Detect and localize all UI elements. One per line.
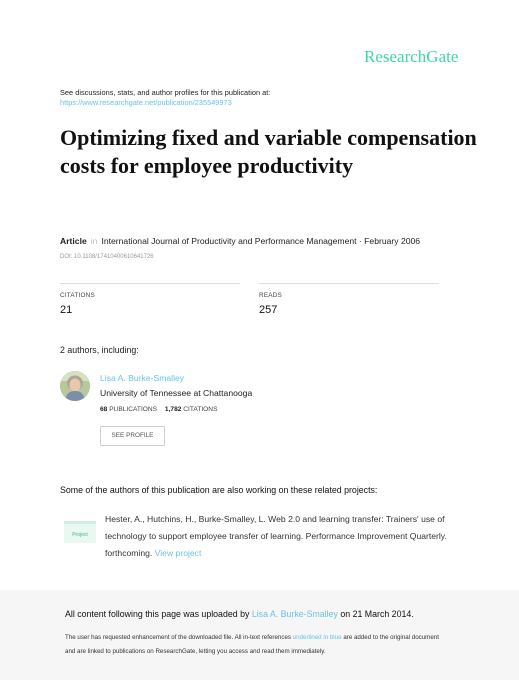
- project-badge-icon: [64, 518, 96, 546]
- meta-separator: in: [90, 236, 98, 246]
- project-icon: [64, 518, 96, 546]
- uploader-link[interactable]: Lisa A. Burke-Smalley: [251, 609, 338, 619]
- discussions-notice: See discussions, stats, and author profiles for this publication at:: [60, 88, 271, 97]
- author-institution: University of Tennessee at Chattanooga: [100, 388, 253, 398]
- author-citations-label: CITATIONS: [183, 406, 218, 413]
- authors-heading-rest: , including:: [96, 345, 139, 355]
- upload-notice: [65, 609, 414, 619]
- publication-url-link[interactable]: https://www.researchgate.net/publication/235549973: [60, 98, 232, 107]
- author-photo: [60, 371, 90, 401]
- note-prefix: The user has requested enhancement of the downloaded file. All in-text references: [65, 634, 291, 641]
- publication-title: Optimizing fixed and variable compensation costs for employee productivity: [60, 125, 477, 178]
- view-project-link[interactable]: View project: [154, 548, 202, 558]
- author-publications-label: PUBLICATIONS: [109, 406, 158, 413]
- footer: [0, 590, 519, 680]
- author-citations-count: 1,782: [164, 406, 182, 413]
- reads-count: 257: [259, 304, 278, 316]
- upload-suffix: on 21 March 2014.: [340, 609, 414, 619]
- enhancement-note: [65, 634, 519, 641]
- authors-heading: [60, 345, 139, 355]
- author-name-link[interactable]: Lisa A. Burke-Smalley: [100, 373, 185, 383]
- note-suffix: are added to the original document: [343, 634, 439, 641]
- publication-type: Article: [60, 236, 87, 246]
- project-icon-label: Project: [72, 532, 88, 538]
- see-profile-button[interactable]: SEE PROFILE: [100, 426, 165, 446]
- author-publications-count: 68: [100, 406, 108, 413]
- project-citation: Hester, A., Hutchins, H., Burke-Smalley, L. Web 2.0 and learning transfer: Trainers' use of technology to support employee transfer of learning. Performance Improvement Quarterly. forthcoming.: [105, 514, 447, 558]
- underlined-in-blue-link[interactable]: underlined in blue: [292, 634, 342, 641]
- upload-prefix: All content following this page was uploaded by: [65, 609, 250, 619]
- related-projects-heading: Some of the authors of this publication are also working on these related projects:: [60, 485, 378, 495]
- project-description: [105, 511, 455, 562]
- doi[interactable]: DOI: 10.1108/17410400610641726: [60, 254, 154, 260]
- divider: [259, 283, 439, 284]
- enhancement-note-line2: and are linked to publications on ResearchGate, letting you access and read them immediately.: [65, 648, 326, 655]
- citations-label: CITATIONS: [60, 292, 95, 299]
- citations-count: 21: [60, 304, 73, 316]
- authors-count: 2 authors: [60, 345, 97, 355]
- author-avatar[interactable]: [60, 371, 90, 401]
- publication-meta: [60, 236, 420, 246]
- researchgate-logo[interactable]: ResearchGate: [364, 47, 459, 66]
- journal-and-date: International Journal of Productivity and Performance Management · February 2006: [101, 236, 421, 246]
- reads-label: READS: [259, 292, 283, 299]
- author-stats: [100, 406, 217, 413]
- divider: [60, 283, 240, 284]
